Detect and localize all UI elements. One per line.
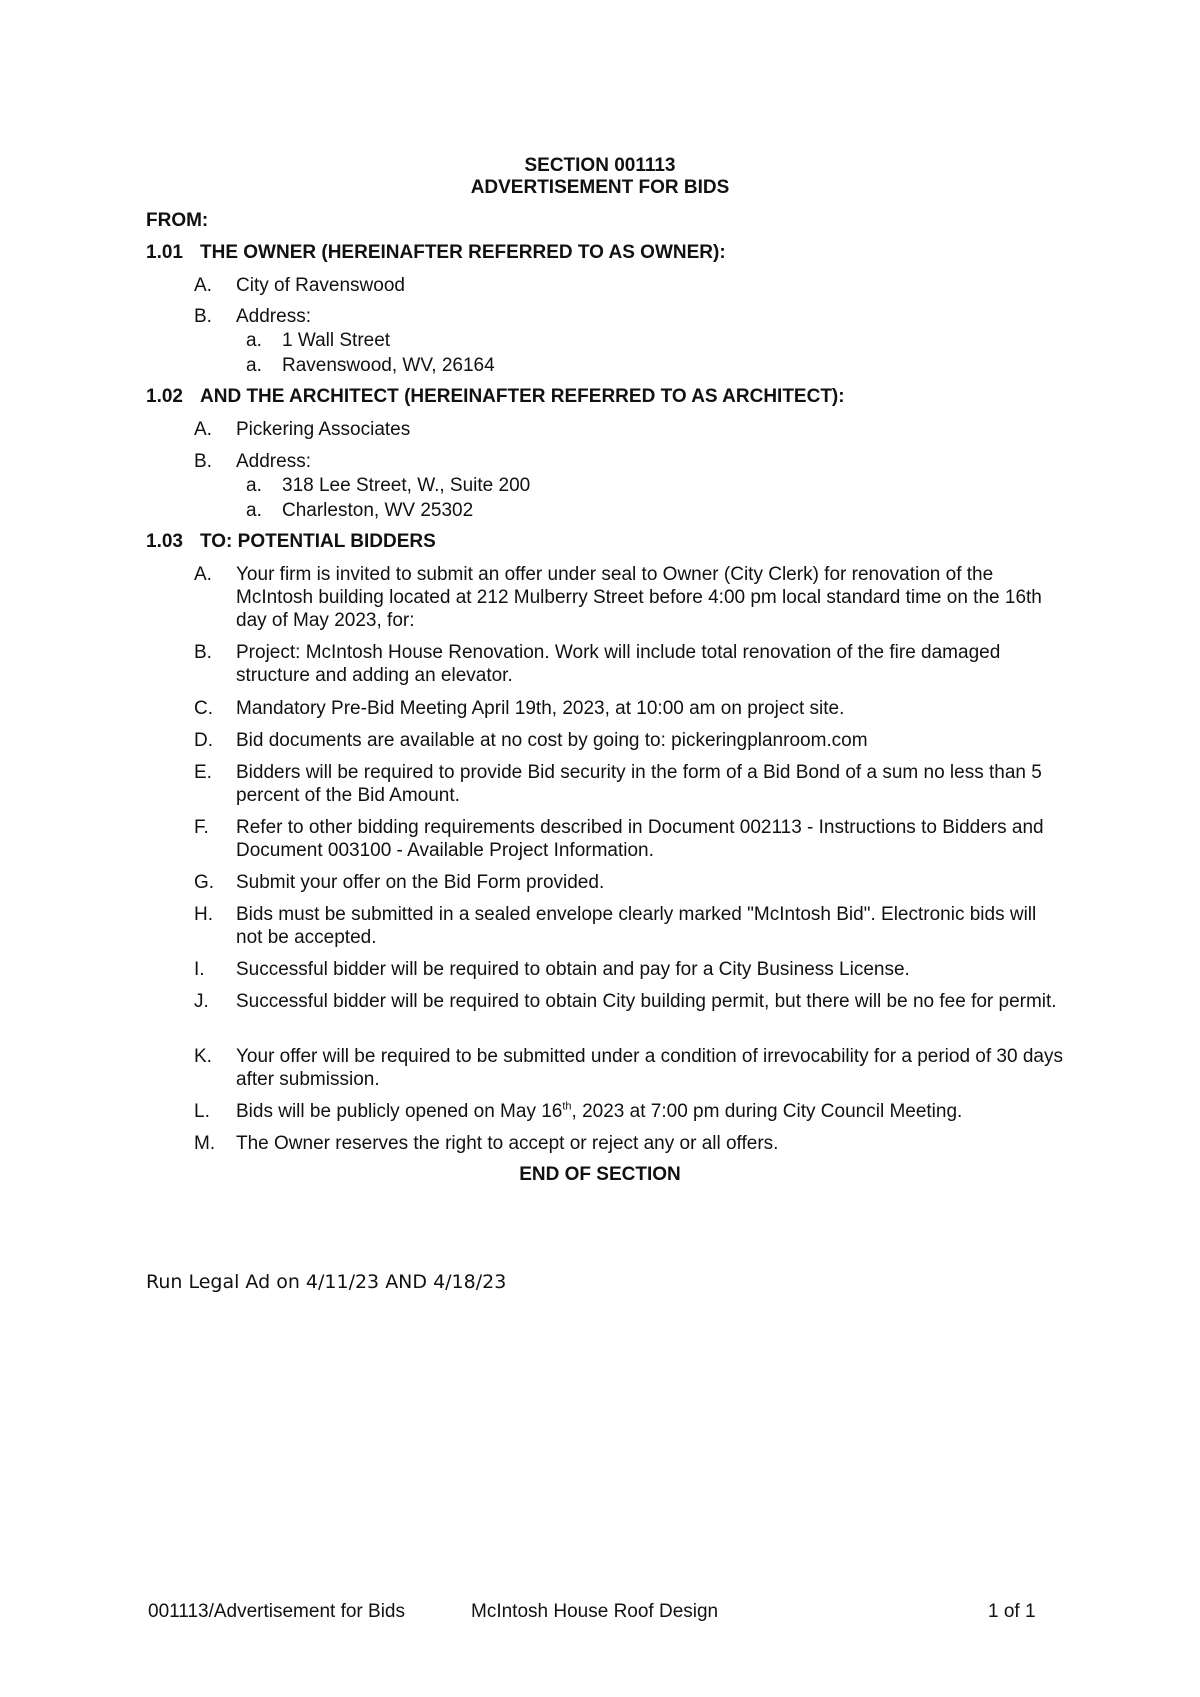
section-number: SECTION 001113: [524, 155, 676, 176]
item-text: Bidders will be required to provide Bid security in the form of a Bid Bond of a sum no less than 5 percent of the Bid Amount.: [236, 762, 1042, 806]
item-text: Submit your offer on the Bid Form provided.: [236, 872, 605, 893]
bidder-item-f: [194, 816, 1064, 862]
owner-name-item: [194, 274, 1064, 297]
item-text: Address:: [236, 306, 311, 327]
section-heading-text: AND THE ARCHITECT (HEREINAFTER REFERRED TO AS ARCHITECT):: [200, 386, 845, 407]
address-text: Charleston, WV 25302: [282, 500, 474, 521]
bidder-item-a: [194, 563, 1064, 632]
item-letter: A.: [194, 419, 212, 440]
end-of-section: END OF SECTION: [519, 1164, 681, 1185]
item-letter: B.: [194, 451, 212, 472]
ordinal-superscript: th: [562, 1100, 572, 1113]
item-text: Pickering Associates: [236, 419, 411, 440]
item-letter: L.: [194, 1101, 210, 1122]
item-text: The Owner reserves the right to accept or reject any or all offers.: [236, 1133, 779, 1154]
legal-ad-note: Run Legal Ad on 4/11/23 AND 4/18/23: [146, 1271, 507, 1293]
item-letter: D.: [194, 730, 213, 751]
bidder-item-k: [194, 1045, 1064, 1091]
item-text: Mandatory Pre-Bid Meeting April 19th, 2023, at 10:00 am on project site.: [236, 698, 845, 719]
item-text: Bids must be submitted in a sealed envelope clearly marked "McIntosh Bid". Electronic bids will not be accepted.: [236, 904, 1037, 948]
item-letter: a.: [246, 475, 262, 496]
item-letter: H.: [194, 904, 213, 925]
item-text-part: , 2023 at 7:00 pm during City Council Meeting.: [571, 1101, 963, 1122]
item-text: Bid documents are available at no cost by going to: pickeringplanroom.com: [236, 730, 868, 751]
architect-name-item: [194, 418, 1064, 441]
section-heading-owner: [146, 242, 726, 264]
item-letter: a.: [246, 330, 262, 351]
item-text: City of Ravenswood: [236, 275, 405, 296]
address-text: 318 Lee Street, W., Suite 200: [282, 475, 531, 496]
document-title: ADVERTISEMENT FOR BIDS: [470, 177, 730, 198]
item-letter: M.: [194, 1133, 216, 1154]
bidder-item-g: [194, 871, 1064, 894]
item-text: Address:: [236, 451, 311, 472]
footer-project-name: McIntosh House Roof Design: [471, 1601, 719, 1622]
from-label: FROM:: [146, 210, 209, 231]
bidder-item-b: [194, 641, 1064, 687]
bidder-item-h: [194, 903, 1064, 949]
section-heading-text: THE OWNER (HEREINAFTER REFERRED TO AS OWNER):: [200, 242, 726, 263]
item-letter: B.: [194, 642, 212, 663]
section-heading-text: TO: POTENTIAL BIDDERS: [200, 531, 436, 552]
item-letter: E.: [194, 762, 212, 783]
item-letter: A.: [194, 564, 212, 585]
item-text: Project: McIntosh House Renovation. Work will include total renovation of the fire damaged structure and adding an elevator.: [236, 642, 1001, 686]
section-number-label: 1.01: [146, 242, 183, 263]
section-heading-bidders: [146, 531, 436, 553]
owner-address-item: [194, 305, 1064, 328]
bidder-item-l: [194, 1100, 1064, 1123]
item-letter: C.: [194, 698, 213, 719]
section-heading-architect: [146, 386, 845, 408]
bidder-item-c: [194, 697, 1064, 720]
item-letter: F.: [194, 817, 209, 838]
footer-page-number: 1 of 1: [988, 1601, 1036, 1622]
bidder-item-i: [194, 958, 1064, 981]
owner-address-line: [246, 330, 390, 352]
bidder-item-d: [194, 729, 1064, 752]
section-number-label: 1.02: [146, 386, 183, 407]
architect-address-line: [246, 475, 530, 497]
item-text: Your firm is invited to submit an offer under seal to Owner (City Clerk) for renovation of the McIntosh building located at 212 Mulberry Street before 4:00 pm local standard time on the 16th day of May 2023, for:: [236, 564, 1042, 631]
item-letter: a.: [246, 500, 262, 521]
item-text-part: Bids will be publicly opened on May 16: [236, 1101, 563, 1122]
address-text: Ravenswood, WV, 26164: [282, 355, 495, 376]
address-text: 1 Wall Street: [282, 330, 391, 351]
item-letter: a.: [246, 355, 262, 376]
section-number-label: 1.03: [146, 531, 183, 552]
item-letter: B.: [194, 306, 212, 327]
item-text: [236, 1100, 1064, 1123]
architect-address-line: [246, 500, 473, 522]
item-text: Your offer will be required to be submitted under a condition of irrevocability for a period of 30 days after submission.: [236, 1046, 1063, 1090]
item-letter: G.: [194, 872, 215, 893]
item-letter: J.: [194, 991, 209, 1012]
item-text: Successful bidder will be required to obtain and pay for a City Business License.: [236, 959, 910, 980]
bidder-item-j: [194, 990, 1064, 1013]
bidder-item-m: [194, 1132, 1064, 1155]
item-letter: I.: [194, 959, 205, 980]
bidder-item-e: [194, 761, 1064, 807]
footer-document-id: 001113/Advertisement for Bids: [148, 1601, 405, 1622]
item-text: Refer to other bidding requirements described in Document 002113 - Instructions to Bidders and Document 003100 - Available Project Information.: [236, 817, 1044, 861]
owner-address-line: [246, 355, 495, 377]
item-text: Successful bidder will be required to obtain City building permit, but there will be no fee for permit.: [236, 991, 1057, 1012]
item-letter: K.: [194, 1046, 212, 1067]
item-letter: A.: [194, 275, 212, 296]
architect-address-item: [194, 450, 1064, 473]
